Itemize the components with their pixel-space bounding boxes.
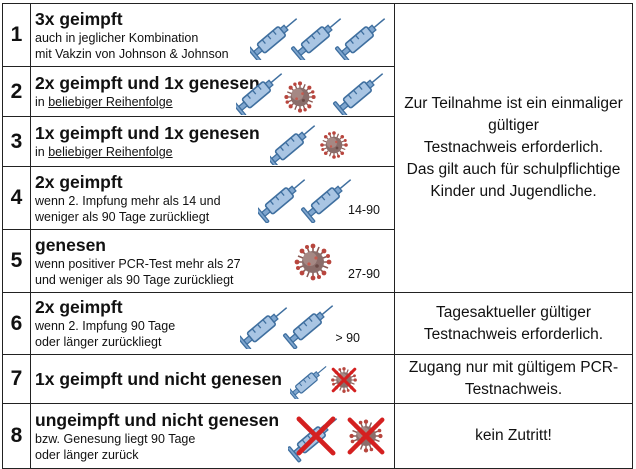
table-row bbox=[3, 293, 633, 355]
syringe-icons bbox=[240, 299, 336, 349]
interval-caption: 27-90 bbox=[348, 267, 380, 281]
rule-text-line: Zur Teilnahme ist ein einmaliger bbox=[404, 95, 623, 112]
row-description bbox=[31, 67, 395, 117]
rule-text-line: Zugang nur mit gültigem PCR- bbox=[408, 359, 619, 376]
syringe-icons bbox=[258, 173, 354, 223]
syringe-icon bbox=[283, 299, 336, 349]
row-number: 4 bbox=[3, 167, 31, 230]
rule-text-line: Testnachweis erforderlich. bbox=[423, 325, 604, 343]
icon-group bbox=[270, 117, 354, 166]
row-subtitle-line: weniger als 90 Tage zurückliegt bbox=[35, 209, 210, 224]
row-subtitle-line: und weniger als 90 Tage zurückliegt bbox=[35, 272, 234, 287]
syringe-icon bbox=[270, 119, 320, 165]
rule-text-line: Testnachweis. bbox=[464, 381, 563, 398]
row-description bbox=[31, 293, 395, 355]
rule-no-entry bbox=[395, 404, 633, 469]
row-number: 3 bbox=[3, 117, 31, 167]
row-title: 1x geimpft und 1x genesen bbox=[35, 123, 260, 143]
virus-icon bbox=[320, 131, 348, 159]
row-title: genesen bbox=[35, 234, 106, 255]
rule-text-line: Tagesaktueller gültiger bbox=[435, 303, 592, 321]
row-number: 1 bbox=[3, 4, 31, 67]
syringe-icon bbox=[236, 69, 286, 115]
syringe-icon bbox=[301, 173, 354, 223]
icon-group bbox=[280, 67, 390, 116]
syringe-icon bbox=[290, 361, 331, 399]
subtitle-underlined: beliebiger Reihenfolge bbox=[48, 145, 173, 159]
row-title: 1x geimpft und nicht genesen bbox=[35, 368, 282, 389]
row-subtitle-line: auch in jeglicher Kombination bbox=[35, 30, 199, 45]
icon-group bbox=[240, 293, 336, 354]
row-title: 3x geimpft bbox=[35, 8, 123, 29]
table-row bbox=[3, 355, 633, 404]
icon-group bbox=[236, 67, 286, 116]
row-description bbox=[31, 117, 395, 167]
virus-icon bbox=[284, 81, 315, 112]
rule-daily-test bbox=[395, 293, 633, 355]
crossed-icons bbox=[288, 408, 392, 464]
row-subtitle-line: wenn 2. Impfung mehr als 14 und bbox=[35, 193, 221, 208]
subtitle-underlined: beliebiger Reihenfolge bbox=[48, 95, 173, 109]
row-title: 2x geimpft und 1x genesen bbox=[35, 73, 260, 93]
row-title: 2x geimpft bbox=[35, 171, 123, 192]
interval-caption: 14-90 bbox=[348, 203, 380, 217]
icon-group bbox=[290, 355, 366, 403]
row-subtitle-line: wenn positiver PCR-Test mehr als 27 bbox=[35, 256, 241, 271]
syringe-icon bbox=[333, 69, 388, 115]
row-description bbox=[31, 4, 395, 67]
row-number: 7 bbox=[3, 355, 31, 404]
row-description bbox=[31, 355, 395, 404]
icon-group bbox=[288, 404, 392, 468]
rule-test-required bbox=[395, 4, 633, 293]
rule-text-line: kein Zutritt! bbox=[475, 427, 552, 444]
row-subtitle-line: mit Vakzin von Johnson & Johnson bbox=[35, 46, 229, 61]
row-number: 6 bbox=[3, 293, 31, 355]
row-title: 2x geimpft bbox=[35, 297, 123, 317]
crossed-syringe-icon bbox=[288, 412, 342, 462]
row-description bbox=[31, 230, 395, 293]
mixed-icons bbox=[290, 359, 366, 399]
syringe-icon bbox=[240, 300, 292, 348]
mixed-icons bbox=[280, 69, 390, 115]
icon-group bbox=[250, 4, 390, 66]
table-row bbox=[3, 4, 633, 67]
row-subtitle-line: wenn 2. Impfung 90 Tage bbox=[35, 319, 176, 333]
syringe-icon bbox=[335, 12, 390, 60]
rule-text-line: Das gilt auch für schulpflichtige bbox=[406, 161, 621, 178]
interval-caption: > 90 bbox=[335, 331, 360, 345]
row-number: 5 bbox=[3, 230, 31, 293]
syringe-icon bbox=[258, 173, 310, 223]
row-title: ungeimpft und nicht genesen bbox=[35, 409, 280, 430]
rule-text-line: gültiger bbox=[488, 117, 539, 134]
syringe-icons bbox=[250, 10, 390, 60]
subtitle-prefix: in bbox=[35, 145, 49, 159]
mixed-icons bbox=[270, 119, 354, 165]
row-subtitle-line: bzw. Genesung liegt 90 Tage bbox=[35, 431, 196, 446]
subtitle-prefix: in bbox=[35, 95, 49, 109]
row-number: 8 bbox=[3, 404, 31, 469]
vaccination-rules-table bbox=[2, 3, 633, 469]
syringe-icons bbox=[236, 69, 286, 115]
row-subtitle-line: oder länger zurück bbox=[35, 447, 139, 462]
icon-group bbox=[258, 167, 354, 229]
crossed-virus-icon bbox=[331, 367, 357, 393]
crossed-virus-icon bbox=[349, 419, 382, 452]
rule-text-line: Testnachweis erforderlich. bbox=[423, 139, 604, 156]
virus-icon bbox=[295, 244, 332, 281]
rule-text-line: Kinder und Jugendliche. bbox=[430, 183, 597, 200]
icon-group bbox=[288, 230, 338, 292]
row-description bbox=[31, 167, 395, 230]
table-row bbox=[3, 404, 633, 469]
rule-pcr-only bbox=[395, 355, 633, 404]
row-subtitle-line: oder länger zurückliegt bbox=[35, 335, 162, 349]
row-description bbox=[31, 404, 395, 469]
row-number: 2 bbox=[3, 67, 31, 117]
virus-icons bbox=[288, 236, 338, 286]
